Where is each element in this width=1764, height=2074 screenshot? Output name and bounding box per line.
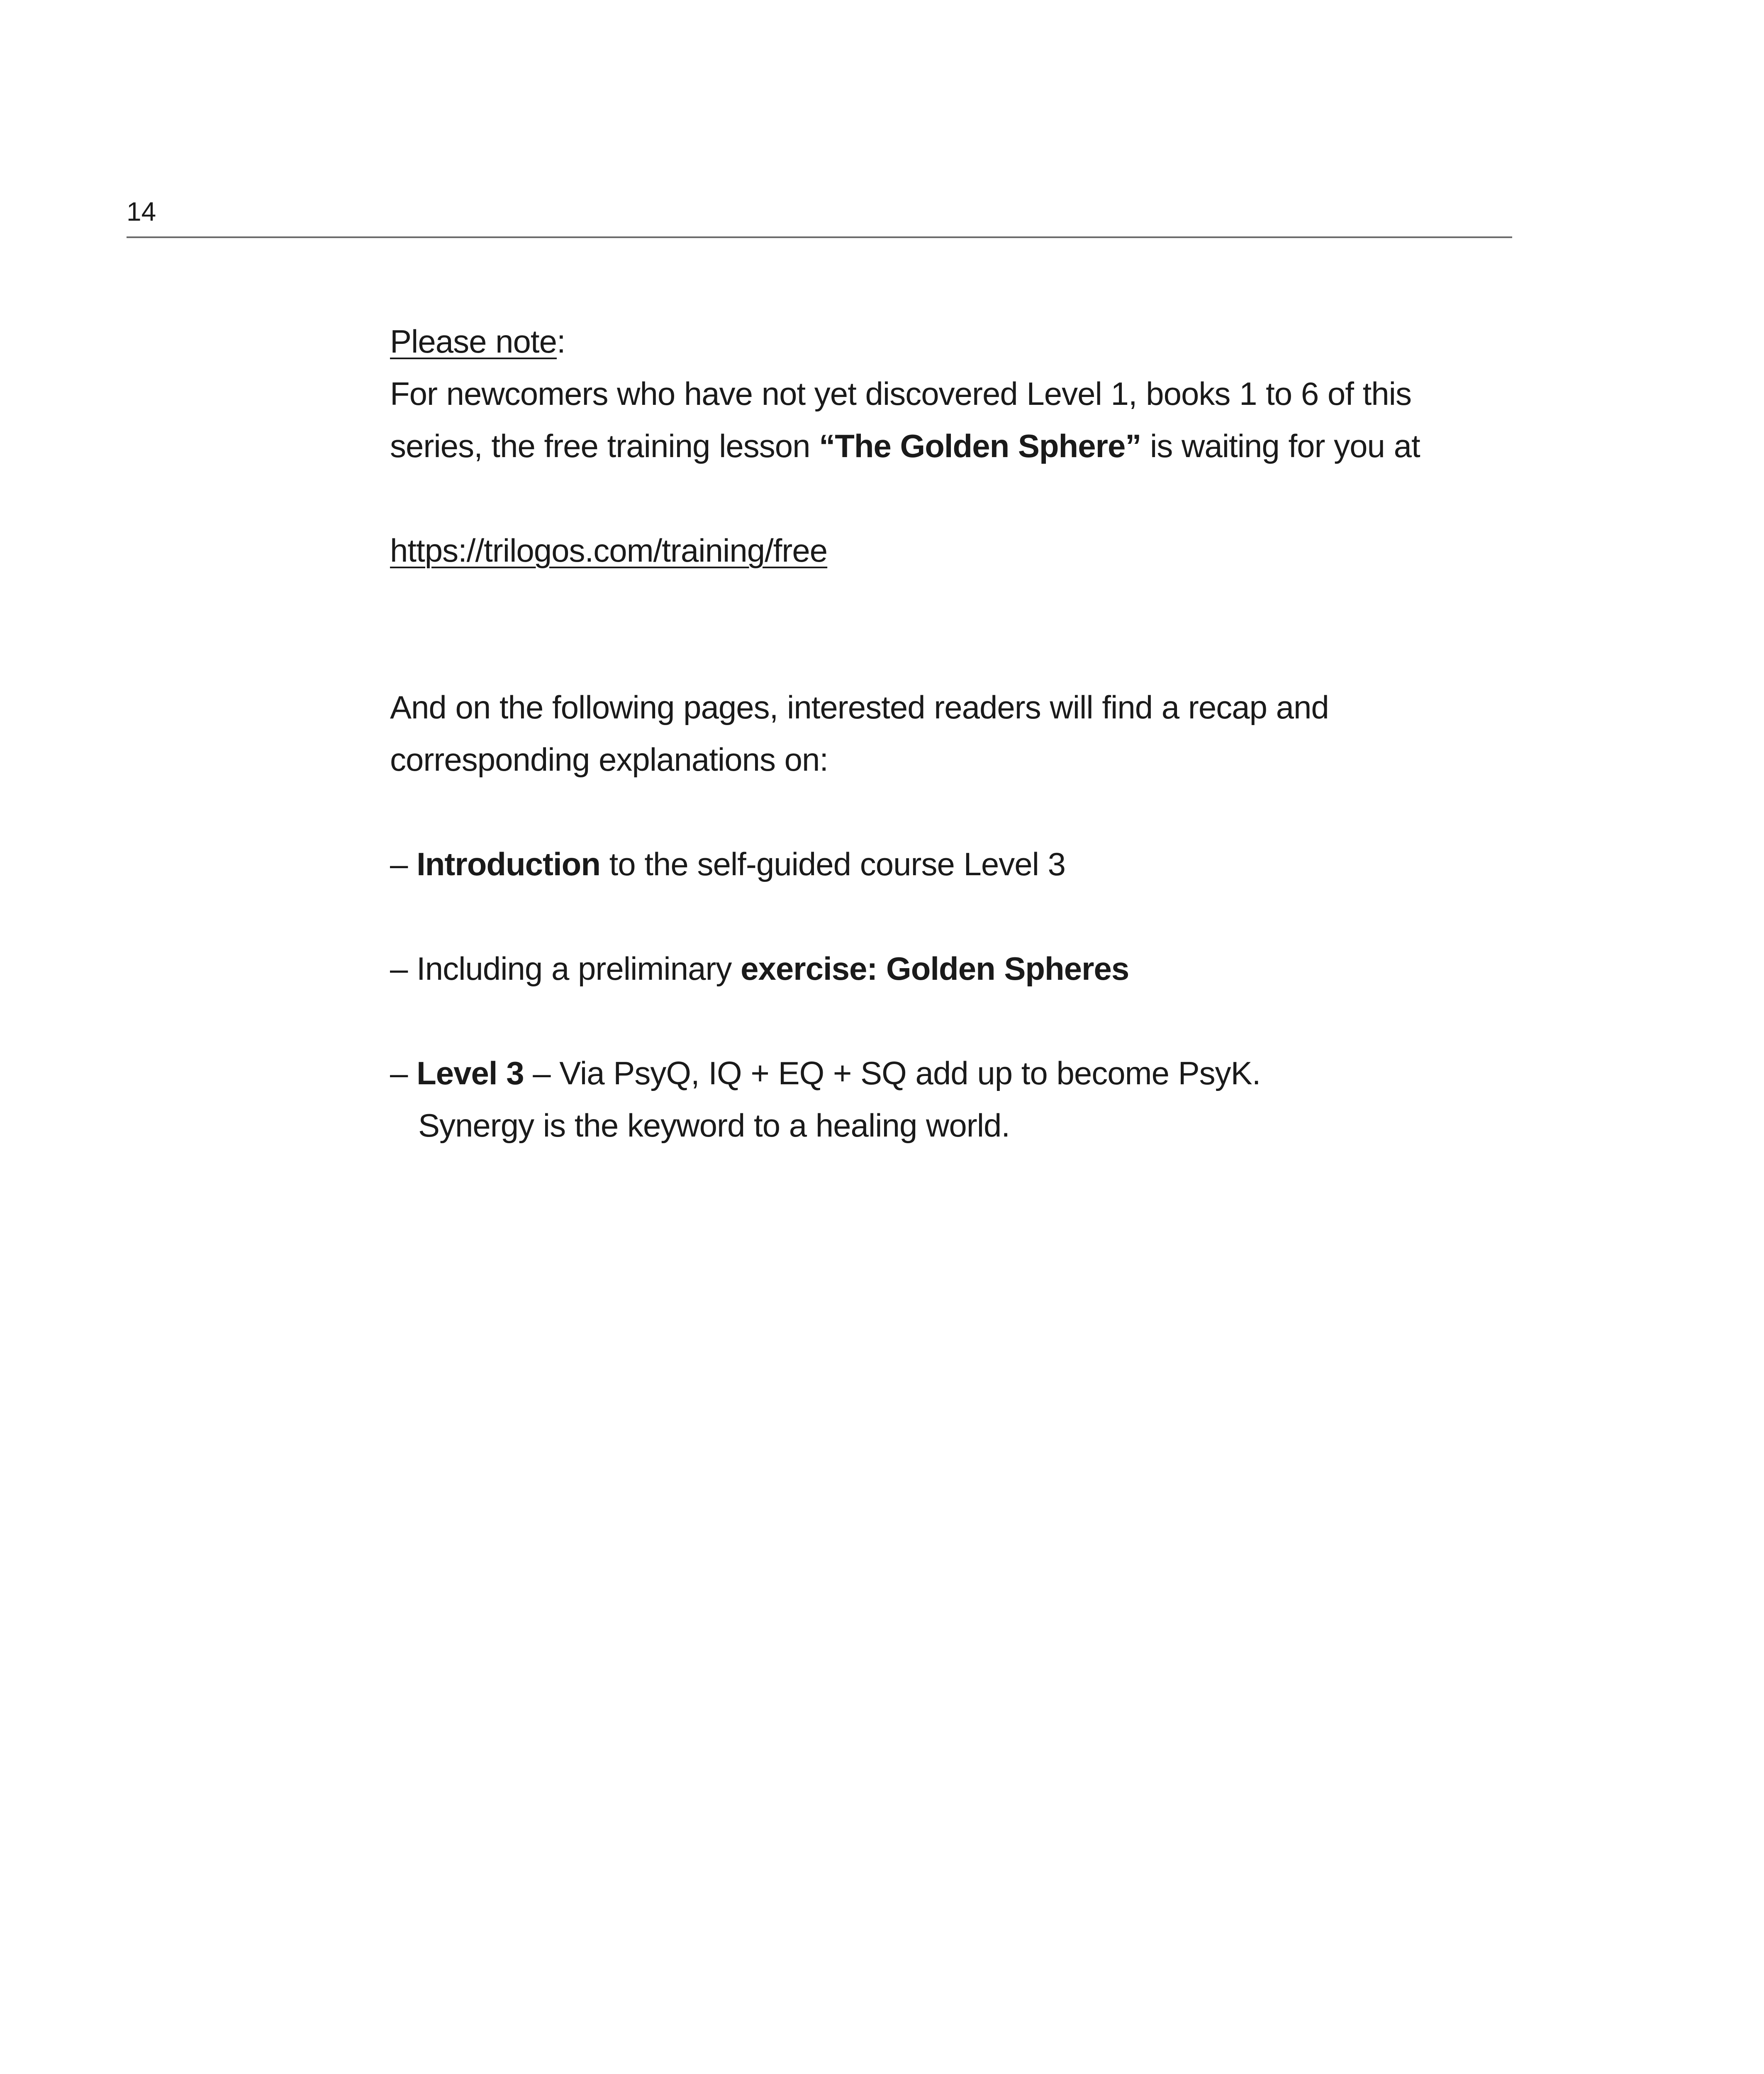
list-item-suffix: – Via PsyQ, IQ + EQ + SQ add up to become PsyK. — [524, 1055, 1261, 1091]
list-item-prefix: – — [390, 1055, 417, 1091]
note-line-2-prefix: series, the free training lesson — [390, 428, 819, 464]
header-rule — [127, 236, 1512, 238]
list-item-suffix: to the self-guided course Level 3 — [600, 846, 1066, 882]
intro-line-2: corresponding explanations on: — [390, 741, 828, 778]
note-line-2 — [390, 420, 1510, 472]
note-label: Please note — [390, 323, 557, 360]
list-item-continuation: Synergy is the keyword to a healing world. — [418, 1107, 1010, 1144]
intro-line-1: And on the following pages, interested readers will find a recap and — [390, 689, 1329, 725]
note-colon: : — [556, 323, 565, 360]
list-item-bold: exercise: Golden Spheres — [741, 950, 1129, 987]
list-item-level-3 — [390, 1047, 1510, 1099]
lesson-title: “The Golden Sphere” — [819, 428, 1141, 464]
list-item-exercise — [390, 942, 1510, 995]
url-line — [390, 524, 1510, 577]
list-item-prefix: – — [390, 846, 417, 882]
spacer — [390, 577, 1510, 681]
list-item-bold: Level 3 — [417, 1055, 524, 1091]
training-url-link[interactable]: https://trilogos.com/training/free — [390, 532, 828, 569]
spacer — [390, 890, 1510, 942]
list-item-prefix: – Including a preliminary — [390, 950, 741, 987]
page-body — [390, 315, 1510, 1151]
page-number: 14 — [127, 197, 156, 226]
spacer — [390, 995, 1510, 1047]
note-line-1: For newcomers who have not yet discovered Level 1, books 1 to 6 of this — [390, 375, 1412, 412]
list-item-introduction — [390, 838, 1510, 890]
note-heading — [390, 315, 1510, 368]
spacer — [390, 786, 1510, 838]
spacer — [390, 472, 1510, 524]
list-item-bold: Introduction — [417, 846, 600, 882]
note-line-2-suffix: is waiting for you at — [1141, 428, 1420, 464]
